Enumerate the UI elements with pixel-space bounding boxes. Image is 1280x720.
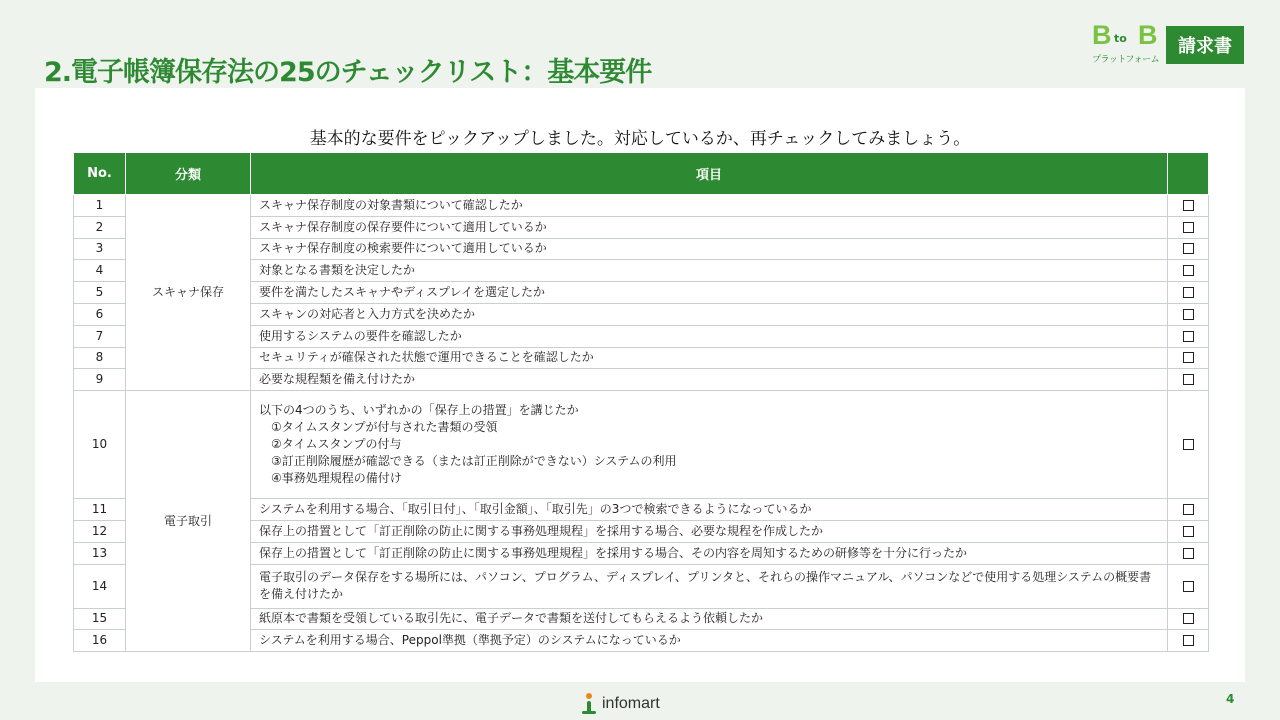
checkbox-icon[interactable] bbox=[1183, 309, 1194, 320]
row-no: 16 bbox=[74, 630, 126, 652]
row-item: 使用するシステムの要件を確認したか bbox=[251, 325, 1168, 347]
btob-logo bbox=[1092, 20, 1244, 66]
row-item: スキャンの対応者と入力方式を決めたか bbox=[251, 303, 1168, 325]
page-number: 4 bbox=[1226, 692, 1235, 706]
row-item: システムを利用する場合、Peppol準拠（準拠予定）のシステムになっているか bbox=[251, 630, 1168, 652]
logo-to: to bbox=[1114, 32, 1127, 45]
row-no: 15 bbox=[74, 608, 126, 630]
row-sub-item: ③訂正削除履歴が確認できる（または訂正削除ができない）システムの利用 bbox=[271, 454, 677, 469]
row-no: 3 bbox=[74, 238, 126, 260]
header-item: 項目 bbox=[251, 153, 1168, 195]
content-panel bbox=[35, 88, 1245, 682]
row-checkbox[interactable] bbox=[1168, 369, 1209, 391]
checkbox-icon[interactable] bbox=[1183, 331, 1194, 342]
row-checkbox[interactable] bbox=[1168, 520, 1209, 542]
row-checkbox[interactable] bbox=[1168, 238, 1209, 260]
logo-subtitle: プラットフォーム bbox=[1092, 55, 1160, 65]
row-item: セキュリティが確保された状態で運用できることを確認したか bbox=[251, 347, 1168, 369]
row-no: 14 bbox=[74, 564, 126, 608]
row-item: 要件を満たしたスキャナやディスプレイを選定したか bbox=[251, 282, 1168, 304]
row-no: 6 bbox=[74, 303, 126, 325]
row-checkbox[interactable] bbox=[1168, 630, 1209, 652]
row-checkbox[interactable] bbox=[1168, 391, 1209, 499]
row-no: 12 bbox=[74, 520, 126, 542]
row-checkbox[interactable] bbox=[1168, 564, 1209, 608]
table-header-row bbox=[74, 153, 1209, 195]
checkbox-icon[interactable] bbox=[1183, 265, 1194, 276]
row-no: 11 bbox=[74, 499, 126, 521]
row-sub-item: ①タイムスタンプが付与された書類の受領 bbox=[271, 420, 498, 435]
row-item: 必要な規程類を備え付けたか bbox=[251, 369, 1168, 391]
row-checkbox[interactable] bbox=[1168, 195, 1209, 217]
row-sub-item: ②タイムスタンプの付与 bbox=[271, 437, 402, 452]
row-no: 7 bbox=[74, 325, 126, 347]
checkbox-icon[interactable] bbox=[1183, 243, 1194, 254]
row-item: システムを利用する場合、「取引日付」、「取引金額」、「取引先」の3つで検索できるようになっているか bbox=[251, 499, 1168, 521]
row-item: 保存上の措置として「訂正削除の防止に関する事務処理規程」を採用する場合、その内容を周知するための研修等を十分に行ったか bbox=[251, 542, 1168, 564]
checkbox-icon[interactable] bbox=[1183, 287, 1194, 298]
header-check bbox=[1168, 153, 1209, 195]
row-item: 紙原本で書類を受領している取引先に、電子データで書類を送付してもらえるよう依頼したか bbox=[251, 608, 1168, 630]
row-checkbox[interactable] bbox=[1168, 216, 1209, 238]
checkbox-icon[interactable] bbox=[1183, 200, 1194, 211]
row-checkbox[interactable] bbox=[1168, 303, 1209, 325]
row-item: スキャナ保存制度の保存要件について適用しているか bbox=[251, 216, 1168, 238]
header-category: 分類 bbox=[126, 153, 251, 195]
lead-text: 基本的な要件をピックアップしました。対応しているか、再チェックしてみましょう。 bbox=[309, 129, 971, 149]
category-edi: 電子取引 bbox=[126, 391, 251, 652]
checkbox-icon[interactable] bbox=[1183, 352, 1194, 363]
row-no: 8 bbox=[74, 347, 126, 369]
checkbox-icon[interactable] bbox=[1183, 548, 1194, 559]
invoice-badge: 請求書 bbox=[1166, 26, 1244, 64]
row-checkbox[interactable] bbox=[1168, 542, 1209, 564]
row-item: スキャナ保存制度の検索要件について適用しているか bbox=[251, 238, 1168, 260]
page-title: 2.電子帳簿保存法の25のチェックリスト：基本要件 bbox=[44, 57, 652, 88]
checkbox-icon[interactable] bbox=[1183, 613, 1194, 624]
row-no: 10 bbox=[74, 391, 126, 499]
checkbox-icon[interactable] bbox=[1183, 439, 1194, 450]
row-checkbox[interactable] bbox=[1168, 608, 1209, 630]
row-item: 以下の4つのうち、いずれかの「保存上の措置」を講じたか bbox=[259, 403, 579, 418]
row-item: スキャナ保存制度の対象書類について確認したか bbox=[251, 195, 1168, 217]
row-checkbox[interactable] bbox=[1168, 347, 1209, 369]
infomart-wordmark: infomart bbox=[602, 695, 660, 712]
table-row bbox=[74, 195, 1209, 217]
infomart-mark-icon bbox=[580, 693, 598, 715]
row-no: 5 bbox=[74, 282, 126, 304]
row-item: 保存上の措置として「訂正削除の防止に関する事務処理規程」を採用する場合、必要な規程を作成したか bbox=[251, 520, 1168, 542]
row-checkbox[interactable] bbox=[1168, 325, 1209, 347]
row-item: 対象となる書類を決定したか bbox=[251, 260, 1168, 282]
row-item: 電子取引のデータ保存をする場所には、パソコン、プログラム、ディスプレイ、プリンタと、それらの操作マニュアル、パソコンなどで使用する処理システムの概要書を備え付けたか bbox=[251, 564, 1168, 608]
row-checkbox[interactable] bbox=[1168, 499, 1209, 521]
row-no: 9 bbox=[74, 369, 126, 391]
table-row bbox=[74, 391, 1209, 499]
row-item-multi bbox=[251, 391, 1168, 499]
category-scanner: スキャナ保存 bbox=[126, 195, 251, 391]
row-checkbox[interactable] bbox=[1168, 260, 1209, 282]
checkbox-icon[interactable] bbox=[1183, 635, 1194, 646]
checkbox-icon[interactable] bbox=[1183, 374, 1194, 385]
row-no: 2 bbox=[74, 216, 126, 238]
logo-b2: B bbox=[1138, 20, 1158, 50]
checkbox-icon[interactable] bbox=[1183, 504, 1194, 515]
row-no: 1 bbox=[74, 195, 126, 217]
btob-platform-logo bbox=[1092, 20, 1164, 66]
checkbox-icon[interactable] bbox=[1183, 581, 1194, 592]
checklist-table bbox=[73, 152, 1209, 652]
checkbox-icon[interactable] bbox=[1183, 526, 1194, 537]
infomart-logo bbox=[580, 692, 660, 716]
logo-b1: B bbox=[1092, 20, 1112, 50]
row-no: 4 bbox=[74, 260, 126, 282]
checkbox-icon[interactable] bbox=[1183, 222, 1194, 233]
row-checkbox[interactable] bbox=[1168, 282, 1209, 304]
row-no: 13 bbox=[74, 542, 126, 564]
header-no: No. bbox=[74, 153, 126, 195]
row-sub-item: ④事務処理規程の備付け bbox=[271, 471, 402, 486]
